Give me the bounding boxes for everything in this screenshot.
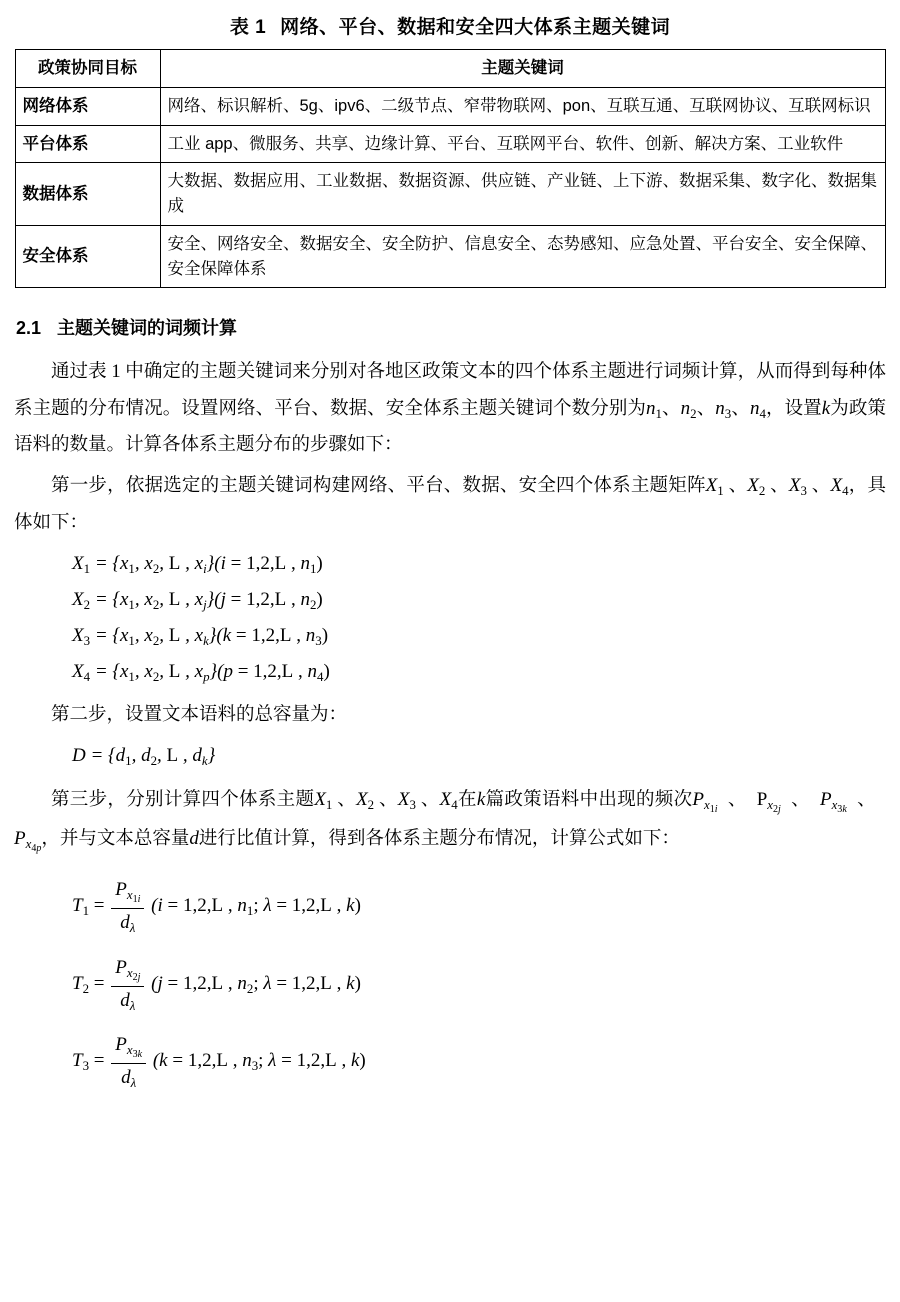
paragraph-step-three: 第三步，分别计算四个体系主题$X_1$ 、$X_2$ 、$X_3$ 、$X_4$在k篇政策语料中出现的频次$P_{x_{1i}}$ 、 $P_{x_{2j}}$ 、 $P_{x_{3k}}$ 、$P_{x_{4p}}$，并与文本总容量d进行比值计算，得到各体系主题分布情况，计算公式如下： [14,789,876,855]
equation-body: $X_3 = \{x_1$, $x_2$, L , $x_k\}(k = 1,2,L$ , $n_3$) [72,624,329,648]
table-caption-title: 网络、平台、数据和安全四大体系主题关键词 [280,17,671,38]
equation-X2 [14,589,886,613]
math-Px4p: $P_{x_{4p}}$ [14,828,42,855]
table-row [15,225,885,288]
table-cell-goal: 网络体系 [15,87,160,125]
paragraph-frequency-intro: 通过表 1 中确定的主题关键词来分别对各地区政策文本的四个体系主题进行词频计算，从而得到每种体系主题的分布情况。设置网络、平台、数据、安全体系主题关键词个数分别为$n_1$、$n_2$、$n_3$、$n_4$，设置k为政策语料的数量。计算各体系主题分布的步骤如下： [14,362,886,456]
table-header-goal: 政策协同目标 [15,50,160,88]
equation-D [14,745,886,769]
equation-body: $T_1$ = $\frac{P_{x_{1i}}}{d_\lambda}$ (i = 1,2,L , $n_1$; λ = 1,2,L , k) [72,879,361,936]
equation-T2 [14,955,886,1015]
table-caption-number: 表 1 [229,17,267,38]
math-Px2j: $P_{x_{2j}}$ [756,789,781,816]
paragraph-text: 篇政策语料中出现的频次 [485,790,693,811]
section-title: 主题关键词的词频计算 [57,318,238,339]
math-Px3k: $P_{x_{3k}}$ [819,789,847,816]
table-cell-goal: 数据体系 [15,163,160,226]
math-X2: $X_2$ [747,475,766,499]
math-X4: $X_4$ [439,789,458,813]
math-n3: $n_3$ [715,398,732,422]
paragraph-text: 通过表 1 中确定的主题关键词来分别对各地区政策文本的四个体系主题进行词频计算，从而得到每种体系主题的分布情况。设置网络、平台、数据、安全体系主题关键词个数分别为 [14,362,886,420]
math-n4: $n_4$ [749,398,766,422]
math-X3: $X_3$ [397,789,416,813]
table-cell-keywords: 网络、标识解析、5g、ipv6、二级节点、窄带物联网、pon、互联互通、互联网协议、互联网标识 [160,87,885,125]
section-heading [16,314,886,340]
paragraph-step-two [14,697,886,733]
table-cell-goal: 平台体系 [15,125,160,163]
math-X2: $X_2$ [356,789,375,813]
table-cell-keywords: 安全、网络安全、数据安全、安全防护、信息安全、态势感知、应急处置、平台安全、安全保障、安全保障体系 [160,225,885,288]
table-cell-keywords: 工业 app、微服务、共享、边缘计算、平台、互联网平台、软件、创新、解决方案、工业软件 [160,125,885,163]
paragraph-text: ，设置 [765,399,822,420]
table-caption [14,12,886,39]
paragraph-text: 为政策语料的数量。计算各体系主题分布的步骤如下： [14,399,886,456]
keyword-table [15,49,886,288]
equation-X4 [14,661,886,685]
math-Px1i: $P_{x_{1i}}$ [692,789,718,816]
equation-T1 [14,877,886,937]
paragraph-text: 进行比值计算，得到各体系主题分布情况，计算公式如下： [198,829,680,850]
equation-body: $X_4 = \{x_1$, $x_2$, L , $x_p\}(p = 1,2,L$ , $n_4$) [72,660,330,685]
table-row [15,87,885,125]
paragraph-text: ，具体如下： [14,476,886,533]
paragraph-step-one: 第一步，依据选定的主题关键词构建网络、平台、数据、安全四个体系主题矩阵$X_1$ 、$X_2$ 、$X_3$ 、$X_4$，具体如下： [14,475,886,533]
math-X1: $X_1$ [314,789,333,813]
section-number: 2.1 [16,318,42,339]
equation-T3 [14,1032,886,1092]
equation-X3 [14,625,886,649]
math-X4: $X_4$ [830,475,849,499]
table-cell-goal: 安全体系 [15,225,160,288]
table-header-row [15,50,885,88]
equation-body: $X_2 = \{x_1$, $x_2$, L , $x_j\}(j = 1,2,L$ , $n_2$) [72,588,323,612]
math-d: d [189,828,199,850]
equation-body: $D = \{d_1$, $d_2$, L , $d_k$} [72,745,216,769]
paragraph-text: 第三步，分别计算四个体系主题 [51,790,315,811]
math-k: k [821,398,831,420]
equation-body: $T_3$ = $\frac{P_{x_{3k}}}{d_\lambda}$ (k = 1,2,L , $n_3$; λ = 1,2,L , k) [72,1034,366,1091]
math-X1: $X_1$ [705,475,724,499]
table-header-keywords: 主题关键词 [160,50,885,88]
math-n1: $n_1$ [646,398,662,422]
paragraph-text: 第二步，设置文本语料的总容量为： [51,705,348,726]
math-k: k [476,789,486,811]
equation-X1 [14,553,886,577]
equation-body: $T_2$ = $\frac{P_{x_{2j}}}{d_\lambda}$ (j = 1,2,L , $n_2$; λ = 1,2,L , k) [72,956,361,1013]
paragraph-text: 第一步，依据选定的主题关键词构建网络、平台、数据、安全四个体系主题矩阵 [51,476,706,497]
table-row [15,163,885,226]
paragraph-text: 在 [457,790,477,811]
equation-body: $X_1 = \{x_1$, $x_2$, L , $x_i\}(i = 1,2,L$ , $n_1$) [72,552,323,576]
table-row [15,125,885,163]
table-cell-keywords: 大数据、数据应用、工业数据、数据资源、供应链、产业链、上下游、数据采集、数字化、数据集成 [160,163,885,226]
math-n2: $n_2$ [680,398,697,422]
math-X3: $X_3$ [788,475,807,499]
paragraph-text: ，并与文本总容量 [41,829,190,850]
